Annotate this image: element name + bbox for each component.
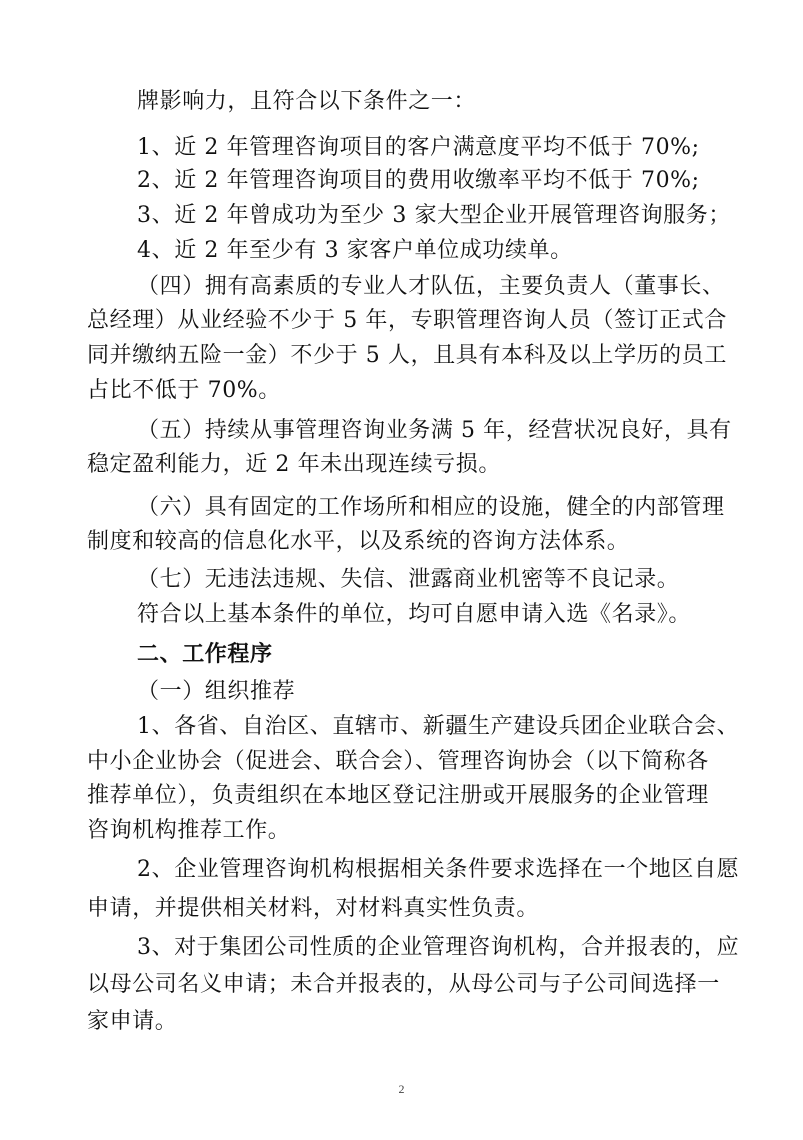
text-line: 1、近 2 年管理咨询项目的客户满意度平均不低于 70%;	[137, 135, 700, 160]
text-line: 家申请。	[87, 1009, 178, 1034]
text-line: 以母公司名义申请；未合并报表的，从母公司与子公司间选择一	[87, 972, 720, 997]
text-line: 符合以上基本条件的单位，均可自愿申请入选《名录》。	[137, 602, 692, 627]
text-line: 4、近 2 年至少有 3 家客户单位成功续单。	[137, 238, 573, 263]
text-line: 推荐单位），负责组织在本地区登记注册或开展服务的企业管理	[87, 783, 709, 808]
text-line: 1、各省、自治区、直辖市、新疆生产建设兵团企业联合会、	[137, 714, 740, 739]
text-line: 占比不低于 70%。	[87, 378, 281, 403]
text-line: 3、近 2 年曾成功为至少 3 家大型企业开展管理咨询服务；	[137, 203, 731, 228]
text-line: 2、企业管理咨询机构根据相关条件要求选择在一个地区自愿	[137, 857, 740, 882]
section-heading: 二、工作程序	[137, 642, 273, 667]
text-line: 中小企业协会（促进会、联合会）、管理咨询协会（以下简称各	[87, 749, 709, 774]
text-line: 申请，并提供相关材料，对材料真实性负责。	[87, 896, 540, 921]
subsection-heading: （一）组织推荐	[137, 679, 296, 704]
text-line: 同并缴纳五险一金）不少于 5 人，且具有本科及以上学历的员工	[87, 343, 727, 368]
text-line: 制度和较高的信息化水平，以及系统的咨询方法体系。	[87, 529, 630, 554]
text-line: 牌影响力，且符合以下条件之一：	[137, 89, 477, 114]
text-line: 总经理）从业经验不少于 5 年，专职管理咨询人员（签订正式合	[87, 308, 727, 333]
text-line: （五）持续从事管理咨询业务满 5 年，经营状况良好，具有	[137, 418, 732, 443]
page-number: 2	[398, 1082, 405, 1096]
text-line: 3、对于集团公司性质的企业管理咨询机构，合并报表的，应	[137, 935, 740, 960]
text-line: 稳定盈利能力，近 2 年未出现连续亏损。	[87, 452, 501, 477]
text-line: 2、近 2 年管理咨询项目的费用收缴率平均不低于 70%;	[137, 168, 700, 193]
text-line: （六）具有固定的工作场所和相应的设施，健全的内部管理	[137, 495, 725, 520]
text-line: （七）无违法违规、失信、泄露商业机密等不良记录。	[137, 567, 680, 592]
text-line: 咨询机构推荐工作。	[87, 818, 291, 843]
text-line: （四）拥有高素质的专业人才队伍，主要负责人（董事长、	[137, 274, 725, 299]
